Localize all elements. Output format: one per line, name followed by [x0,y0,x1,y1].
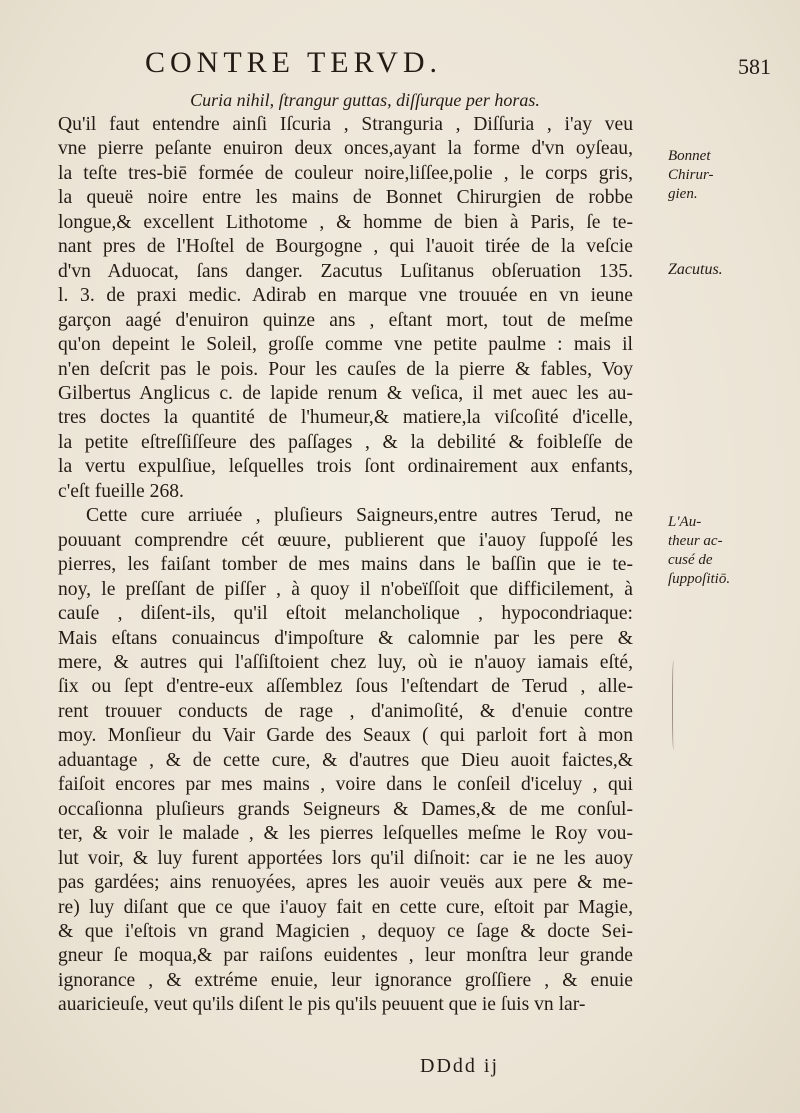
text-line: garçon aagé d'enuiron quinze ans , eſtant mort, tout de meſme [58,309,633,331]
margin-note-line: Bonnet [668,148,711,164]
margin-note-line: L'Au- [668,514,702,530]
text-line: longue,& excellent Lithotome , & homme de bien à Paris, ſe te- [58,211,633,233]
text-line: Gilbertus Anglicus c. de lapide renum & veſica, il met auec les au- [58,382,633,404]
text-line: faiſoit encores par mes mains , voire dans le conſeil d'iceluy , qui [58,774,633,796]
text-line: nant pres de l'Hoſtel de Bourgogne , qui l'auoit tirée de la veſcie [58,236,633,258]
subhead-verse: Curia nihil, ſtrangur guttas, diſſurque per horas. [190,90,540,110]
text-line: la queuë noire entre les mains de Bonnet Chirurgien de robbe [58,187,633,209]
text-line: noy, le preſſant de piſſer , à quoy il n'obeïſſoit que difficilement, à [58,578,633,600]
text-line: gneur ſe moqua,& par raiſons euidentes , leur monſtra leur grande [58,945,633,967]
text-line: lut voir, & luy furent apportées lors qu'il diſnoit: car ie ne les auoy [58,847,633,869]
margin-note-line: cusé de [668,552,713,568]
paper-fold-mark [672,660,676,750]
running-head: CONTRE TERVD. [145,46,443,79]
text-line: pierres, les faiſant tomber de mes mains dans le baſſin que ie te- [58,554,633,576]
text-line: pouuant comprendre cét œuure, publierent que i'auoy ſuppoſé les [58,529,633,551]
text-line: d'vn Aduocat, ſans danger. Zacutus Luſitanus obſeruation 135. [58,260,633,282]
text-line: vne pierre peſante enuiron deux onces,ayant la forme d'vn oyſeau, [58,138,633,160]
text-line: la vertu expulſiue, leſquelles trois ſont ordinairement aux enfants, [58,456,633,478]
text-line: Mais eſtans conuaincus d'impoſture & calomnie par les pere & [58,627,633,649]
text-line: l. 3. de praxi medic. Adirab en marque vne trouuée en vn ieune [58,285,633,307]
text-line: la teſte tres-biē formée de couleur noire,liſſee,polie , le corps gris, [58,162,633,184]
text-line: qu'on depeint le Soleil, groſſe comme vne petite paulme : mais il [58,334,633,356]
text-line: auaricieuſe, veut qu'ils diſent le pis qu'ils peuuent que ie ſuis vn lar- [58,994,586,1016]
text-line: c'eſt fueille 268. [58,480,184,502]
body-text [58,113,633,1018]
margin-note-bonnet [668,147,714,204]
text-line: moy. Monſieur du Vair Garde des Seaux ( qui parloit fort à mon [58,725,633,747]
margin-note-line: ſuppoſitiō. [668,571,731,587]
text-line: occaſionna pluſieurs grands Seigneurs & Dames,& de me conſul- [58,798,633,820]
text-line: ignorance , & extréme enuie, leur ignorance groſſiere , & enuie [58,969,633,991]
margin-note-zacutus [668,260,723,279]
margin-note-line: Zacutus. [668,261,723,278]
text-line: Qu'il faut entendre ainſi Iſcuria , Stranguria , Diſſuria , i'ay veu [58,114,633,135]
text-line: Cette cure arriuée , pluſieurs Saigneurs,entre autres Terud, ne [86,505,633,527]
text-line: & que i'eſtois vn grand Magicien , dequoy ce ſage & docte Sei- [58,920,633,942]
text-line: n'en deſcrit pas le pois. Pour les cauſes de la pierre & fables, Voy [58,358,633,380]
margin-note-line: gien. [668,186,698,202]
text-line: mere, & autres qui l'aſſiſtoient chez luy, où ie n'auoy iamais eſté, [58,651,633,673]
text-line: cauſe , diſent-ils, qu'il eſtoit melancholique , hypocondriaque: [58,603,633,625]
text-line: tres doctes la quantité de l'humeur,& matiere,la viſcoſité d'icelle, [58,407,633,429]
text-line: aduantage , & de cette cure, & d'autres que Dieu auoit faictes,& [58,749,633,771]
margin-note-line: theur ac- [668,533,723,549]
text-line: ter, & voir le malade , & les pierres leſquelles meſme le Roy vou- [58,823,633,845]
text-line: la petite eſtreſſiſſeure des paſſages , & la debilité & foibleſſe de [58,431,633,453]
margin-note-line: Chirur- [668,167,714,183]
margin-note-author-accused [668,513,730,589]
text-line: re) luy diſant que ce que i'auoy fait en cette cure, eſtoit par Magie, [58,896,633,918]
text-line: pas gardées; ains renuoyées, apres les auoir veuës aux pere & me- [58,872,633,894]
catchword-signature: DDdd ij [420,1055,499,1077]
text-line: rent trouuer conducts de rage , d'animoſité, & d'enuie contre [58,700,633,722]
text-line: ſix ou ſept d'entre-eux aſſemblez ſous l'eſtendart de Terud , alle- [58,676,633,698]
page-number: 581 [738,54,771,79]
